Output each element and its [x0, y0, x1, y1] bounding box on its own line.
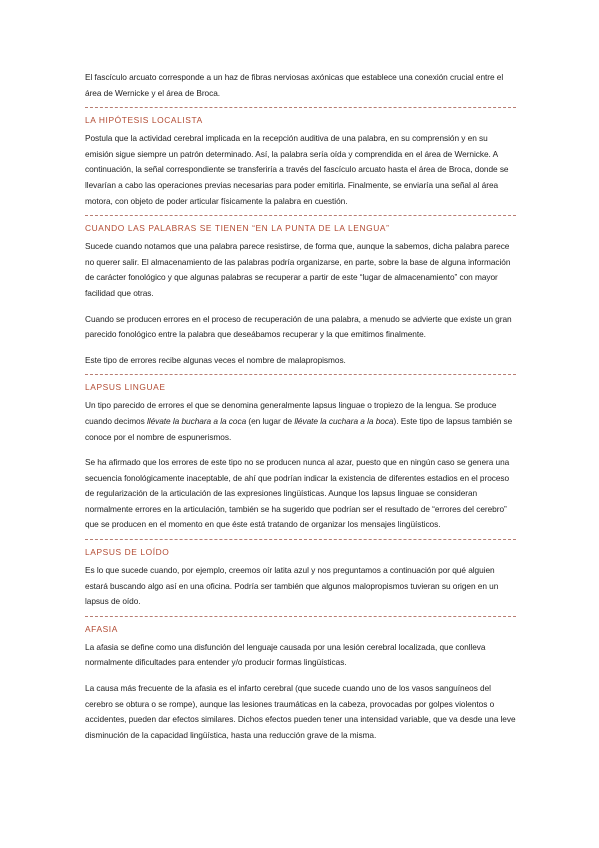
section-divider: [85, 215, 516, 216]
section-divider: [85, 616, 516, 617]
document-page: [85, 70, 516, 749]
section-paragraph: Se ha afirmado que los errores de este tipo no se producen nunca al azar, puesto que en ningún caso se genera una secuencia fonológicamente inaceptable, de ahí que podrían indicar la existencia de diferentes estadios en el proceso de regularización de la articulación de las expresiones lingüísticas. Aunque los lapsus linguae se consideran normalmente errores en la articulación, también se ha sugerido que podrían ser el resultado de “errores del cerebro” que se producen en el momento en que éste está tratando de organizar los mensajes lingüísticos.: [85, 457, 510, 530]
section-lapsus-linguae: [85, 374, 516, 533]
section-heading: LAPSUS LINGUAE: [85, 382, 166, 393]
example-phrase: llévate la buchara a la coca: [146, 415, 247, 426]
section-paragraph: La causa más frecuente de la afasia es el infarto cerebral (que sucede cuando uno de los vasos sanguíneos del cerebro se obtura o se rompe), aunque las lesiones traumáticas en la cabeza, provocadas por golpes violentos o accidentes, pueden dar efectos similares. Dichos efectos pueden tener una intensidad variable, que va desde una leve disminución de la capacidad lingüística, hasta una reducción grave de la misma.: [85, 683, 516, 740]
section-paragraph: Postula que la actividad cerebral implicada en la recepción auditiva de una palabra, en su comprensión y en su emisión sigue siempre un patrón determinado. Así, la palabra sería oída y comprendida en el área de Wernicke. A continuación, la señal correspondiente se transferiría a través del fascículo arcuato hasta el área de Broca, donde se llevarían a cabo las operaciones previas necesarias para poder emitirla. Finalmente, se enviaría una señal al área motora, con objeto de poder articular físicamente la palabra en cuestión.: [85, 133, 509, 206]
section-paragraph: Este tipo de errores recibe algunas veces el nombre de malapropismos.: [85, 354, 346, 365]
section-divider: [85, 539, 516, 540]
section-punta-de-la-lengua: [85, 215, 516, 368]
section-paragraph: Es lo que sucede cuando, por ejemplo, creemos oír latita azul y nos preguntamos a continuación por qué alguien estará buscando algo así en una oficina. Podría ser también que algunos malopropismos tuvieran su origen en un lapsus de oído.: [85, 565, 499, 607]
section-divider: [85, 107, 516, 108]
section-heading: LA HIPÓTESIS LOCALISTA: [85, 115, 203, 126]
section-heading: AFASIA: [85, 623, 118, 634]
section-lapsus-de-oido: [85, 539, 516, 610]
section-paragraph: Sucede cuando notamos que una palabra parece resistirse, de forma que, aunque la sabemos, dicha palabra parece no querer salir. El almacenamiento de las palabras podría organizarse, en parte, sobre la base de alguna información de carácter fonológico y que algunas palabras se recuperar a partir de este “lugar de almacenamiento” con mayor facilidad que otras.: [85, 241, 511, 298]
section-divider: [85, 374, 516, 375]
paragraph-text: Un tipo parecido de errores el que se denomina generalmente lapsus linguae o tropiezo de la lengua. Se produce cuando decimos: [85, 400, 497, 426]
section-heading: CUANDO LAS PALABRAS SE TIENEN “EN LA PUNTA DE LA LENGUA”: [85, 223, 390, 234]
section-paragraph: [85, 398, 516, 445]
paragraph-text: ). Este tipo de lapsus también se conoce por el nombre de espunerismos.: [85, 415, 513, 442]
paragraph-text: (en lugar de: [246, 415, 295, 426]
section-paragraph: Cuando se producen errores en el proceso de recuperación de una palabra, a menudo se advierte que existe un gran parecido fonológico entre la palabra que deseábamos recuperar y la que emitimos finalmente.: [85, 313, 512, 340]
section-paragraph: La afasia se define como una disfunción del lenguaje causada por una lesión cerebral localizada, que conlleva normalmente dificultades para entender y/o producir formas lingüísticas.: [85, 641, 486, 668]
section-afasia: [85, 616, 516, 744]
intro-paragraph: El fascículo arcuato corresponde a un haz de fibras nerviosas axónicas que establece una conexión crucial entre el área de Wernicke y el área de Broca.: [85, 72, 504, 98]
section-heading: LAPSUS DE LOÍDO: [85, 547, 170, 558]
example-phrase: llévate la cuchara a la boca: [294, 415, 394, 426]
section-hipotesis-localista: [85, 107, 516, 209]
